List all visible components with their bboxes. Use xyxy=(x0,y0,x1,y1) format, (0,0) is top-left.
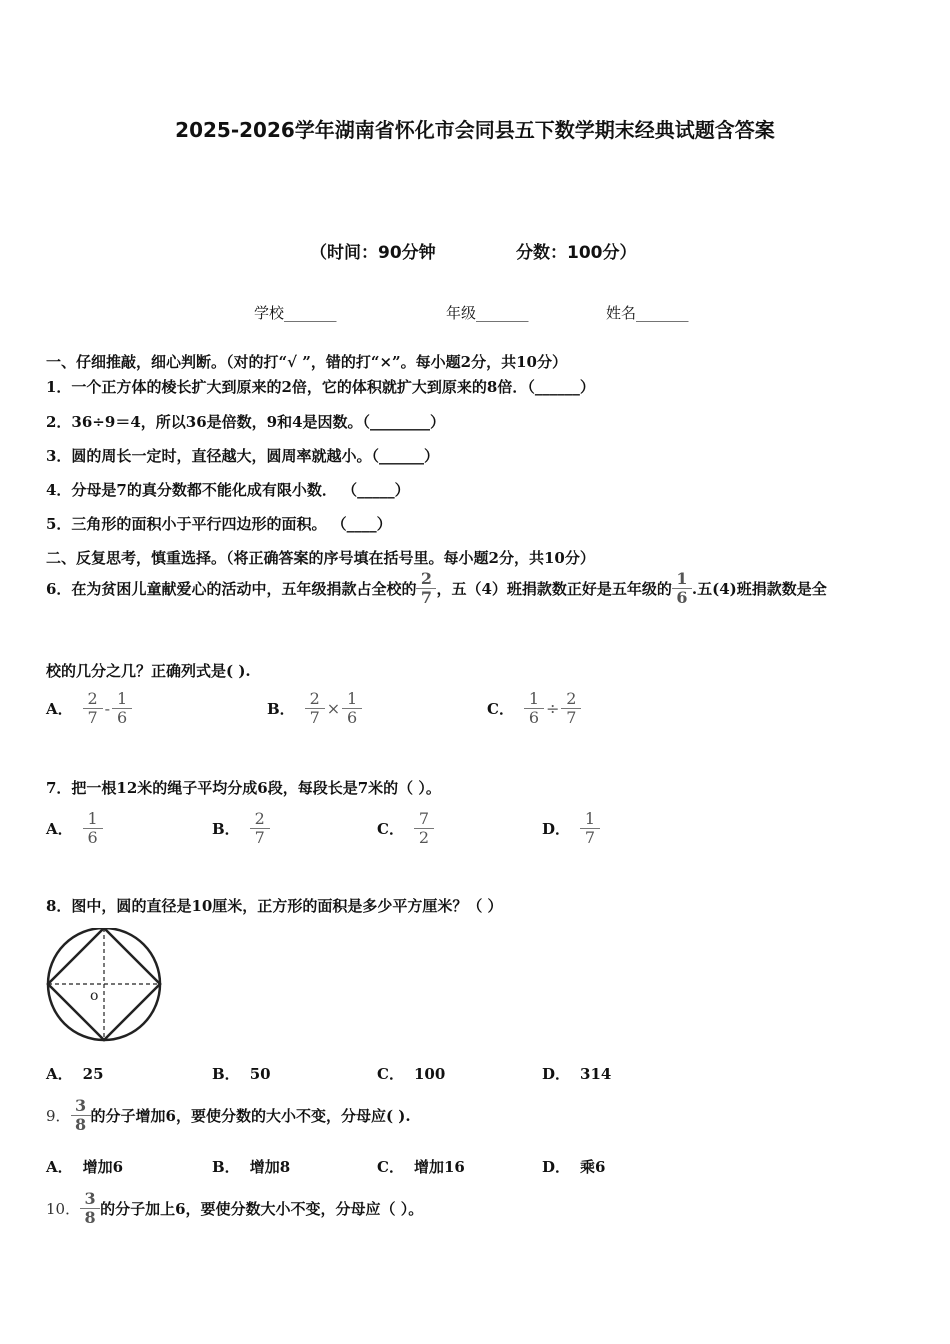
q7-option-d[interactable]: D． $\frac{1}{7}$ xyxy=(542,810,600,848)
section-1-heading: 一、仔细推敲，细心判断。（对的打“√ ”，错的打“×”。每小题2分，共10分） xyxy=(46,353,567,371)
q6-option-a[interactable]: A． $\frac{2}{7}$ - $\frac{1}{6}$ xyxy=(46,690,132,728)
fraction: $\frac{1}{6}$ xyxy=(674,570,690,608)
q7-option-a[interactable]: A． $\frac{1}{6}$ xyxy=(46,810,103,848)
page-title: 2025-2026学年湖南省怀化市会同县五下数学期末经典试题含答案 xyxy=(175,118,775,142)
q9-option-b[interactable]: B． 增加8 xyxy=(212,1158,291,1176)
q6-option-b[interactable]: B． $\frac{2}{7}$ × $\frac{1}{6}$ xyxy=(267,690,362,728)
q7-option-c[interactable]: C． $\frac{7}{2}$ xyxy=(377,810,434,848)
q9-option-d[interactable]: D． 乘6 xyxy=(542,1158,606,1176)
question-1: 1．一个正方体的棱长扩大到原来的2倍，它的体积就扩大到原来的8倍．（______） xyxy=(46,378,595,396)
fraction: $\frac{2}{7}$ xyxy=(418,570,434,608)
q8-option-d[interactable]: D． 314 xyxy=(542,1064,612,1083)
section-2-heading: 二、反复思考，慎重选择。（将正确答案的序号填在括号里。每小题2分，共10分） xyxy=(46,549,595,567)
time-label: （时间：90分钟 xyxy=(310,243,436,263)
score-label: 分数：100分） xyxy=(516,243,637,263)
q6-option-c[interactable]: C． $\frac{1}{6}$ ÷ $\frac{2}{7}$ xyxy=(487,690,581,728)
grade-field[interactable]: 年级_______ xyxy=(446,304,529,322)
q9-option-c[interactable]: C． 增加16 xyxy=(377,1158,465,1176)
question-10: 10． $\frac{3}{8}$ 的分子加上6，要使分数大小不变，分母应（ ）。 xyxy=(46,1189,424,1228)
question-2: 2．36÷9＝4，所以36是倍数，9和4是因数。（________） xyxy=(46,413,446,431)
q8-option-a[interactable]: A． 25 xyxy=(46,1064,104,1083)
q7-option-b[interactable]: B． $\frac{2}{7}$ xyxy=(212,810,270,848)
question-8: 8．图中，圆的直径是10厘米，正方形的面积是多少平方厘米？（ ） xyxy=(46,897,503,915)
q9-option-a[interactable]: A． 增加6 xyxy=(46,1158,124,1176)
question-9: 9． $\frac{3}{8}$ 的分子增加6，要使分数的大小不变，分母应( ). xyxy=(46,1096,411,1135)
question-4: 4．分母是7的真分数都不能化成有限小数． （_____） xyxy=(46,481,410,499)
school-field[interactable]: 学校_______ xyxy=(254,304,337,322)
center-label: o xyxy=(90,988,99,1004)
question-3: 3．圆的周长一定时，直径越大，圆周率就越小。（______） xyxy=(46,447,439,465)
question-5: 5．三角形的面积小于平行四边形的面积。 （____） xyxy=(46,515,392,533)
name-field[interactable]: 姓名_______ xyxy=(606,304,689,322)
question-6-line2: 校的几分之几？正确列式是( ). xyxy=(46,662,251,680)
q8-option-c[interactable]: C． 100 xyxy=(377,1064,446,1083)
q8-option-b[interactable]: B． 50 xyxy=(212,1064,271,1083)
question-6: 6．在为贫困儿童献爱心的活动中，五年级捐款占全校的 $\frac{2}{7}$ ，五（4）班捐款数正好是五年级的 $\frac{1}{6}$ .五(4)班捐款数是全 xyxy=(46,569,827,608)
question-7: 7．把一根12米的绳子平均分成6段，每段长是7米的（ ）。 xyxy=(46,779,441,797)
circle-square-figure xyxy=(44,928,166,1044)
